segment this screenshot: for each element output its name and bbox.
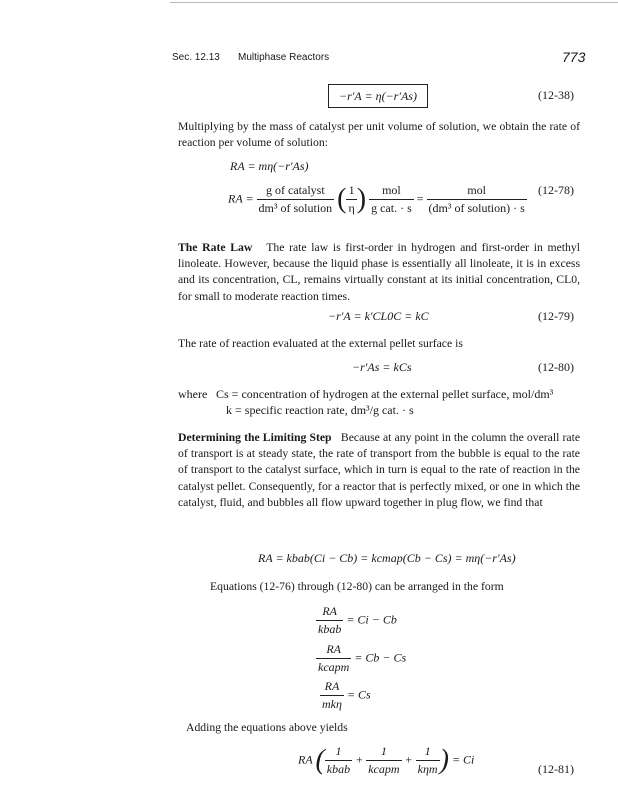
section-number: Sec. 12.13 xyxy=(172,52,220,63)
arranged-equation-2: $\frac{RA}{\text{kcapm}}$ = Cb − Cs xyxy=(318,642,407,674)
equation-12-38-box xyxy=(328,84,428,108)
limiting-step-text: Because at any point in the column the overall rate of transport is at steady state, the rate of transport from the bubble is equal to the rate of transport to the catalyst surface, which in turn is equal to the rate of reaction in the catalyst pellet. Consequently, for a reactor that is perfectly mixed, or one in which the catalyst, fluid, and bubbles all flow upward together in plug flow, we find that xyxy=(178,431,581,509)
equation-12-81: RA ( $\frac{1}{\text{kbab}}$ + $\frac{1}{\text{kcapm}}$ + $\frac{1}{\text{kηm}}$ ) = Ci xyxy=(298,744,475,776)
paragraph-rate-law xyxy=(178,240,580,305)
equation-ra: RA = mη(−r′As) xyxy=(230,159,309,173)
equation-number-12-78: (12-78) xyxy=(538,183,574,197)
fraction-mol-per-gcat: $\frac{\text{mol}}{\text{g cat. · s}}$ xyxy=(371,183,412,215)
equation-number-12-38: (12-38) xyxy=(538,88,574,102)
paragraph-2: The rate of reaction evaluated at the external pellet surface is xyxy=(178,337,463,350)
heading-rate-law: The Rate Law xyxy=(178,241,253,254)
section-title: Multiphase Reactors xyxy=(238,52,330,63)
rate-law-text: The rate law is first-order in hydrogen and first-order in methyl linoleate. However, because the liquid phase is essentially all linoleate, it is in excess and its concentration, CL, remains virtually constant at its initial concentration, CL0, for small to moderate reaction times. xyxy=(178,241,580,303)
fraction-catalyst-per-solution: $\frac{\text{g of catalyst}}{\text{dm³ of solution}}$ xyxy=(258,183,333,215)
equation-12-78: RA = $\frac{\text{g of catalyst}}{\text{dm³ of solution}}$ ( $\frac{1}{\eta}$ ) $\frac{\text{mol}}{\text{g cat. · s}}$ = $\frac{\text{mol}}{\text{(dm³ of solution) · s}}$ xyxy=(228,183,525,215)
paragraph-1: Multiplying by the mass of catalyst per unit volume of solution, we obtain the rate of reaction per volume of solution: xyxy=(178,120,580,150)
equation-12-79: −r′A = k′CL0C = kC xyxy=(328,309,429,323)
equation-number-12-79: (12-79) xyxy=(538,309,574,323)
heading-limiting-step: Determining the Limiting Step xyxy=(178,431,332,444)
paragraph-4: Adding the equations above yields xyxy=(186,721,348,734)
definition-k: k = specific reaction rate, dm³/g cat. · s xyxy=(226,403,414,417)
where-label: where xyxy=(178,387,208,401)
eq-12-78-lhs: RA = xyxy=(228,191,254,206)
page-number: 773 xyxy=(562,49,586,65)
arranged-equation-1: $\frac{RA}{\text{kbab}}$ = Ci − Cb xyxy=(318,604,397,636)
equation-12-80: −r′As = kCs xyxy=(352,360,412,374)
paragraph-limiting-step xyxy=(178,430,580,511)
definition-cs: Cs = concentration of hydrogen at the external pellet surface, mol/dm³ xyxy=(216,387,554,401)
equation-12-38: −r′A = η(−r′As) xyxy=(339,89,417,103)
fraction-mol-per-solution: $\frac{\text{mol}}{\text{(dm³ of solution) · s}}$ xyxy=(428,183,525,215)
equation-rate-chain: RA = kbab(Ci − Cb) = kcmap(Cb − Cs) = mη(−r′As) xyxy=(258,551,516,565)
arranged-equation-3: $\frac{RA}{\text{mkη}}$ = Cs xyxy=(322,679,371,711)
paragraph-3: Equations (12-76) through (12-80) can be arranged in the form xyxy=(210,580,504,593)
top-rule xyxy=(170,2,618,3)
fraction-one-over-eta: $\frac{1}{\eta}$ xyxy=(348,183,355,215)
equation-number-12-80: (12-80) xyxy=(538,360,574,374)
equation-number-12-81: (12-81) xyxy=(538,762,574,776)
